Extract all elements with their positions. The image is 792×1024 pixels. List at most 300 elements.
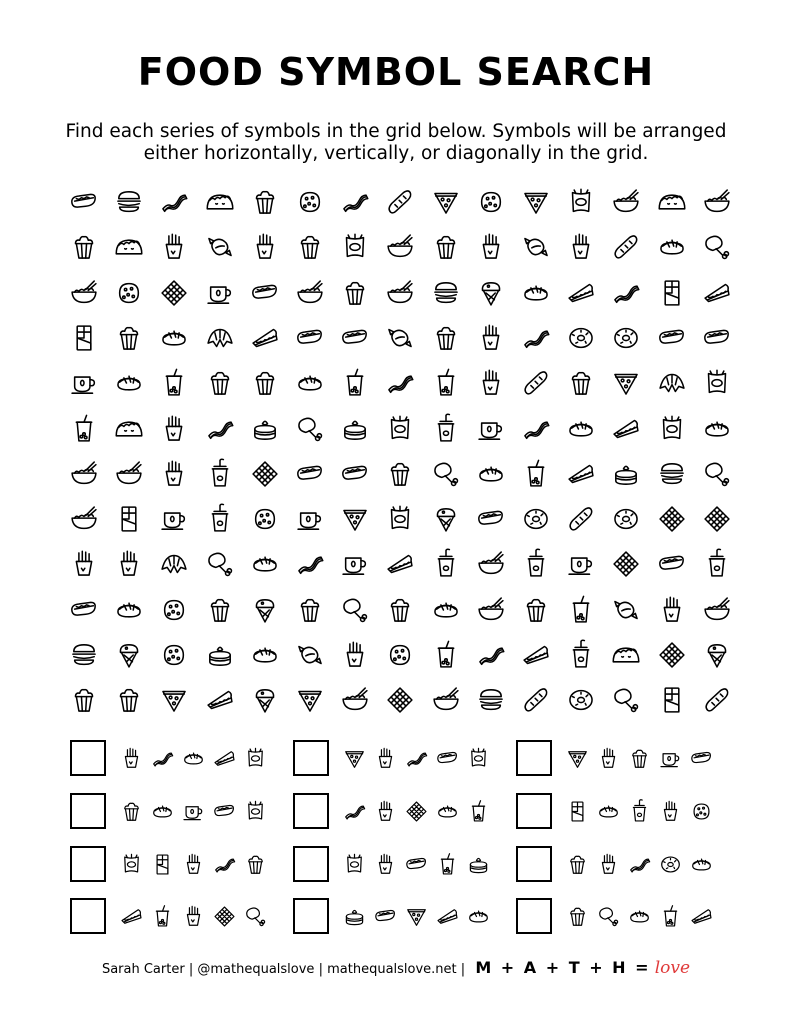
hotdog-icon: [469, 497, 513, 541]
chocolate-icon: [62, 316, 106, 360]
coffee-icon: [288, 497, 332, 541]
cookie-shape: [688, 798, 715, 825]
coffee-shape: [67, 366, 101, 400]
ramen-shape: [700, 593, 734, 627]
hotdog-icon: [288, 316, 332, 360]
answer-checkbox[interactable]: [293, 740, 329, 776]
sandwich-icon: [378, 542, 422, 586]
sushi-icon: [650, 225, 694, 269]
latte-icon: [198, 452, 242, 496]
drumstick-icon: [695, 225, 739, 269]
puzzle-item: [70, 740, 280, 780]
chips-shape: [655, 412, 689, 446]
fries-shape: [474, 366, 508, 400]
pizza-icon: [401, 901, 431, 931]
fries-icon: [593, 743, 623, 773]
hotdog-shape: [372, 903, 399, 930]
chips-icon: [463, 743, 493, 773]
popcorn-shape: [383, 457, 417, 491]
waffle-shape: [383, 683, 417, 717]
answer-checkbox[interactable]: [70, 898, 106, 934]
waffle-shape: [157, 276, 191, 310]
bacon-icon: [604, 271, 648, 315]
puzzle-item: [516, 898, 726, 938]
waffle-shape: [609, 547, 643, 581]
drumstick-icon: [240, 901, 270, 931]
sandwich-icon: [559, 271, 603, 315]
bobatea-icon: [655, 901, 685, 931]
bacon-icon: [469, 633, 513, 677]
chips-icon: [378, 407, 422, 451]
coffee-icon: [62, 361, 106, 405]
bacon-shape: [609, 276, 643, 310]
bobatea-icon: [514, 452, 558, 496]
hotdog-icon: [650, 316, 694, 360]
chips-icon: [559, 180, 603, 224]
answer-checkbox[interactable]: [70, 846, 106, 882]
answer-checkbox[interactable]: [70, 793, 106, 829]
chips-icon: [695, 361, 739, 405]
waffle-icon: [650, 497, 694, 541]
bobatea-icon: [333, 361, 377, 405]
candy-shape: [519, 230, 553, 264]
sushi-icon: [432, 796, 462, 826]
popcorn-icon: [243, 361, 287, 405]
coffee-icon: [333, 542, 377, 586]
latte-shape: [429, 412, 463, 446]
popcorn-shape: [383, 593, 417, 627]
waffle-shape: [211, 903, 238, 930]
waffle-icon: [209, 901, 239, 931]
baguette-icon: [378, 180, 422, 224]
puzzle-item: [293, 740, 503, 780]
coffee-icon: [655, 743, 685, 773]
sushi-icon: [107, 588, 151, 632]
fries-icon: [107, 542, 151, 586]
candy-shape: [609, 593, 643, 627]
icecream-icon: [695, 633, 739, 677]
hotdog-shape: [655, 321, 689, 355]
sushi-icon: [559, 407, 603, 451]
pancakes-shape: [465, 851, 492, 878]
popcorn-shape: [519, 593, 553, 627]
ramen-icon: [288, 271, 332, 315]
sandwich-icon: [695, 271, 739, 315]
bacon-shape: [383, 366, 417, 400]
popcorn-shape: [564, 903, 591, 930]
candy-icon: [514, 225, 558, 269]
burger-icon: [107, 180, 151, 224]
chocolate-shape: [655, 683, 689, 717]
chips-icon: [116, 849, 146, 879]
bobatea-shape: [564, 593, 598, 627]
bobatea-icon: [62, 407, 106, 451]
burger-shape: [112, 185, 146, 219]
popcorn-shape: [248, 185, 282, 219]
latte-icon: [559, 633, 603, 677]
sushi-shape: [519, 276, 553, 310]
chips-shape: [118, 851, 145, 878]
donut-shape: [609, 502, 643, 536]
popcorn-shape: [564, 851, 591, 878]
bobatea-icon: [559, 588, 603, 632]
chips-icon: [378, 497, 422, 541]
ramen-icon: [604, 180, 648, 224]
taco-shape: [203, 185, 237, 219]
fries-shape: [564, 230, 598, 264]
sushi-icon: [288, 361, 332, 405]
fries-shape: [157, 412, 191, 446]
croissant-shape: [655, 366, 689, 400]
answer-checkbox[interactable]: [516, 740, 552, 776]
hotdog-shape: [655, 547, 689, 581]
candy-icon: [198, 225, 242, 269]
bobatea-shape: [149, 903, 176, 930]
fries-shape: [180, 903, 207, 930]
bobatea-shape: [657, 903, 684, 930]
answer-checkbox[interactable]: [293, 793, 329, 829]
bacon-shape: [519, 412, 553, 446]
popcorn-icon: [624, 743, 654, 773]
bobatea-icon: [424, 361, 468, 405]
fries-shape: [118, 745, 145, 772]
chips-icon: [650, 407, 694, 451]
fries-icon: [116, 743, 146, 773]
croissant-icon: [650, 361, 694, 405]
donut-icon: [514, 497, 558, 541]
hotdog-shape: [403, 851, 430, 878]
answer-checkbox[interactable]: [516, 846, 552, 882]
candy-shape: [293, 638, 327, 672]
fries-shape: [595, 851, 622, 878]
popcorn-icon: [559, 361, 603, 405]
hotdog-shape: [338, 457, 372, 491]
fries-shape: [67, 547, 101, 581]
ramen-shape: [338, 683, 372, 717]
burger-shape: [474, 683, 508, 717]
cookie-shape: [112, 276, 146, 310]
taco-icon: [650, 180, 694, 224]
symbol-grid: [62, 180, 742, 720]
chocolate-icon: [650, 678, 694, 722]
footer: [0, 958, 792, 978]
pizza-icon: [562, 743, 592, 773]
sushi-shape: [248, 547, 282, 581]
baguette-shape: [383, 185, 417, 219]
chips-shape: [341, 851, 368, 878]
coffee-icon: [178, 796, 208, 826]
chocolate-icon: [650, 271, 694, 315]
symbol-sequence: [116, 740, 271, 776]
bacon-shape: [293, 547, 327, 581]
bobatea-shape: [465, 798, 492, 825]
bacon-icon: [147, 743, 177, 773]
drumstick-icon: [695, 452, 739, 496]
ramen-shape: [609, 185, 643, 219]
answer-checkbox[interactable]: [293, 846, 329, 882]
burger-icon: [62, 633, 106, 677]
sushi-shape: [595, 798, 622, 825]
croissant-shape: [203, 321, 237, 355]
fries-icon: [469, 316, 513, 360]
sandwich-icon: [243, 316, 287, 360]
sandwich-shape: [248, 321, 282, 355]
taco-icon: [198, 180, 242, 224]
coffee-shape: [203, 276, 237, 310]
taco-icon: [604, 633, 648, 677]
popcorn-shape: [293, 230, 327, 264]
bacon-shape: [341, 798, 368, 825]
pancakes-shape: [609, 457, 643, 491]
ramen-shape: [67, 457, 101, 491]
coffee-shape: [157, 502, 191, 536]
fries-icon: [370, 743, 400, 773]
fries-shape: [338, 638, 372, 672]
chips-shape: [338, 230, 372, 264]
icecream-shape: [474, 276, 508, 310]
popcorn-shape: [67, 230, 101, 264]
answer-checkbox[interactable]: [70, 740, 106, 776]
bobatea-shape: [157, 366, 191, 400]
chocolate-icon: [562, 796, 592, 826]
donut-shape: [657, 851, 684, 878]
hotdog-icon: [370, 901, 400, 931]
hotdog-shape: [67, 593, 101, 627]
symbol-sequence: [562, 846, 717, 882]
symbol-sequence: [339, 740, 494, 776]
cookie-icon: [469, 180, 513, 224]
pancakes-shape: [338, 412, 372, 446]
bacon-icon: [514, 316, 558, 360]
coffee-icon: [559, 542, 603, 586]
fries-shape: [112, 547, 146, 581]
ramen-shape: [293, 276, 327, 310]
hotdog-icon: [686, 743, 716, 773]
popcorn-icon: [288, 225, 332, 269]
burger-shape: [655, 457, 689, 491]
ramen-icon: [62, 452, 106, 496]
bobatea-icon: [147, 901, 177, 931]
sushi-icon: [107, 361, 151, 405]
sandwich-shape: [434, 903, 461, 930]
instructions: Find each series of symbols in the grid below. Symbols will be arranged either horizontally, vertically, or diagonally in the grid.: [65, 121, 727, 164]
bacon-shape: [157, 185, 191, 219]
popcorn-shape: [338, 276, 372, 310]
fries-shape: [595, 745, 622, 772]
sushi-shape: [655, 230, 689, 264]
ramen-shape: [67, 276, 101, 310]
donut-icon: [655, 849, 685, 879]
chocolate-icon: [147, 849, 177, 879]
waffle-shape: [403, 798, 430, 825]
icecream-icon: [469, 271, 513, 315]
pizza-shape: [403, 903, 430, 930]
burger-icon: [424, 271, 468, 315]
chocolate-shape: [67, 321, 101, 355]
drumstick-shape: [700, 230, 734, 264]
baguette-icon: [514, 678, 558, 722]
hotdog-shape: [434, 745, 461, 772]
puzzle-item: [516, 740, 726, 780]
footer-separator: |: [318, 962, 323, 977]
bacon-icon: [209, 849, 239, 879]
fries-icon: [178, 901, 208, 931]
chips-icon: [240, 796, 270, 826]
bacon-icon: [401, 743, 431, 773]
baguette-shape: [519, 366, 553, 400]
puzzle-item: [293, 846, 503, 886]
chips-icon: [333, 225, 377, 269]
fries-icon: [370, 849, 400, 879]
sushi-icon: [243, 633, 287, 677]
popcorn-shape: [112, 321, 146, 355]
coffee-icon: [152, 497, 196, 541]
puzzle-item: [70, 793, 280, 833]
cookie-shape: [157, 593, 191, 627]
pizza-shape: [293, 683, 327, 717]
chips-icon: [339, 849, 369, 879]
coffee-shape: [564, 547, 598, 581]
pizza-shape: [338, 502, 372, 536]
sushi-shape: [626, 903, 653, 930]
waffle-icon: [401, 796, 431, 826]
sushi-shape: [429, 593, 463, 627]
baguette-icon: [559, 497, 603, 541]
sandwich-shape: [609, 412, 643, 446]
fries-icon: [62, 542, 106, 586]
icecream-icon: [107, 633, 151, 677]
candy-shape: [203, 230, 237, 264]
coffee-shape: [338, 547, 372, 581]
puzzle-item: [516, 846, 726, 886]
pancakes-icon: [243, 407, 287, 451]
fries-icon: [370, 796, 400, 826]
latte-icon: [624, 796, 654, 826]
cookie-icon: [686, 796, 716, 826]
cookie-icon: [107, 271, 151, 315]
footer-separator: |: [460, 962, 466, 977]
chips-shape: [383, 502, 417, 536]
icecream-icon: [243, 678, 287, 722]
baguette-shape: [519, 683, 553, 717]
chips-shape: [700, 366, 734, 400]
latte-shape: [429, 547, 463, 581]
waffle-icon: [378, 678, 422, 722]
ramen-icon: [107, 452, 151, 496]
answer-checkbox[interactable]: [293, 898, 329, 934]
chips-shape: [383, 412, 417, 446]
ramen-shape: [112, 457, 146, 491]
pizza-shape: [157, 683, 191, 717]
drumstick-shape: [203, 547, 237, 581]
bacon-icon: [624, 849, 654, 879]
pizza-shape: [519, 185, 553, 219]
puzzle-item: [293, 898, 503, 938]
waffle-shape: [248, 457, 282, 491]
ramen-shape: [383, 276, 417, 310]
page-title: FOOD SYMBOL SEARCH: [137, 50, 655, 94]
sandwich-shape: [564, 276, 598, 310]
sushi-icon: [593, 796, 623, 826]
fries-shape: [474, 230, 508, 264]
popcorn-icon: [107, 678, 151, 722]
drumstick-icon: [333, 588, 377, 632]
sushi-icon: [424, 588, 468, 632]
waffle-shape: [655, 638, 689, 672]
sushi-shape: [465, 903, 492, 930]
popcorn-shape: [203, 593, 237, 627]
answer-checkbox[interactable]: [516, 898, 552, 934]
fries-icon: [152, 452, 196, 496]
latte-shape: [626, 798, 653, 825]
fries-icon: [152, 225, 196, 269]
chocolate-shape: [149, 851, 176, 878]
symbol-sequence: [339, 793, 494, 829]
waffle-shape: [655, 502, 689, 536]
bacon-shape: [211, 851, 238, 878]
bacon-shape: [203, 412, 237, 446]
popcorn-icon: [62, 678, 106, 722]
burger-shape: [429, 276, 463, 310]
footer-handle: @mathequalslove: [197, 962, 315, 977]
hotdog-icon: [62, 588, 106, 632]
sushi-shape: [434, 798, 461, 825]
popcorn-shape: [67, 683, 101, 717]
icecream-shape: [429, 502, 463, 536]
fries-shape: [157, 457, 191, 491]
hotdog-shape: [211, 798, 238, 825]
croissant-icon: [198, 316, 242, 360]
answer-checkbox[interactable]: [516, 793, 552, 829]
bobatea-icon: [463, 796, 493, 826]
pizza-icon: [288, 678, 332, 722]
sandwich-icon: [209, 743, 239, 773]
popcorn-icon: [333, 271, 377, 315]
ramen-icon: [62, 497, 106, 541]
latte-icon: [198, 497, 242, 541]
popcorn-shape: [203, 366, 237, 400]
sushi-shape: [248, 638, 282, 672]
hotdog-shape: [248, 276, 282, 310]
pizza-icon: [339, 743, 369, 773]
sushi-shape: [564, 412, 598, 446]
ramen-shape: [383, 230, 417, 264]
hotdog-shape: [700, 321, 734, 355]
pizza-icon: [152, 678, 196, 722]
sushi-icon: [152, 316, 196, 360]
waffle-icon: [243, 452, 287, 496]
sandwich-shape: [383, 547, 417, 581]
croissant-icon: [152, 542, 196, 586]
pizza-shape: [429, 185, 463, 219]
symbol-sequence: [562, 740, 717, 776]
fries-icon: [333, 633, 377, 677]
chips-shape: [465, 745, 492, 772]
candy-icon: [378, 316, 422, 360]
waffle-icon: [604, 542, 648, 586]
bobatea-shape: [519, 457, 553, 491]
popcorn-icon: [562, 849, 592, 879]
footer-brand: M + A + T + H =: [475, 958, 651, 977]
icecream-shape: [112, 638, 146, 672]
bacon-shape: [149, 745, 176, 772]
bobatea-icon: [152, 361, 196, 405]
burger-icon: [650, 452, 694, 496]
popcorn-icon: [288, 588, 332, 632]
donut-shape: [519, 502, 553, 536]
drumstick-shape: [242, 903, 269, 930]
donut-shape: [609, 321, 643, 355]
